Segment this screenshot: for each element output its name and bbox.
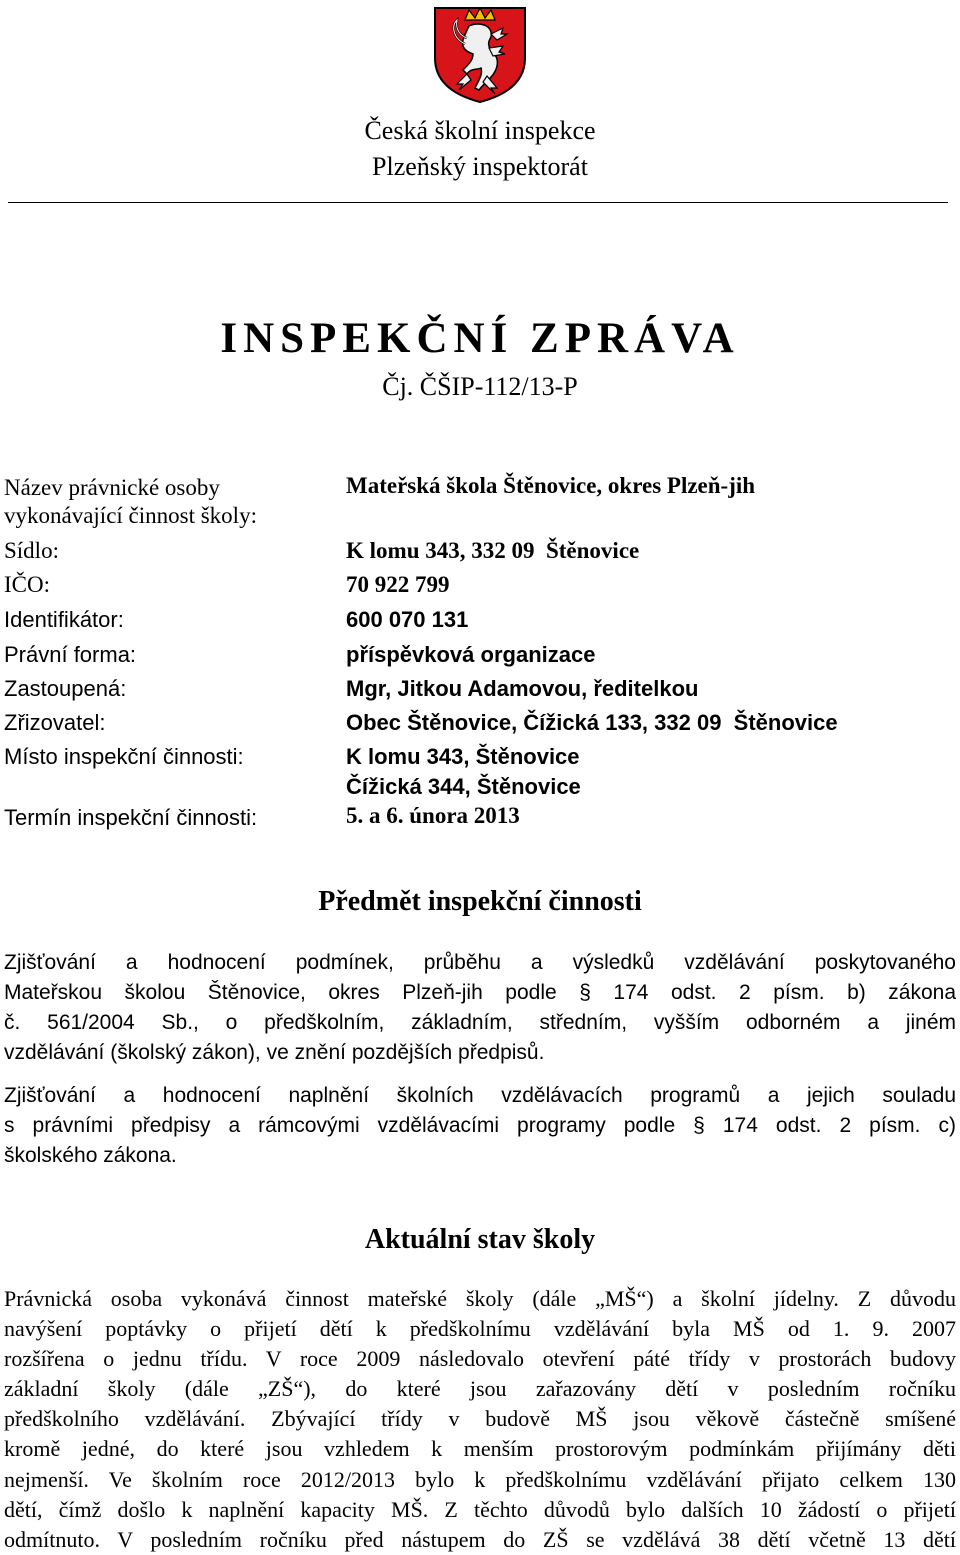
subject-paragraph-2 [4, 1081, 956, 1171]
legal-form-label: Právní forma: [4, 642, 137, 667]
subject-heading: Předmět inspekční činnosti [318, 886, 642, 917]
place-label: Místo inspekční činnosti: [4, 744, 244, 769]
org-name: Česká školní inspekce [364, 116, 596, 145]
reference-number: Čj. ČŠIP-112/13-P [382, 372, 578, 401]
status-line-1: Právnická osoba vykonává činnost mateřské školy (dále „MŠ“) a školní jídelny. Z důvodu [4, 1286, 956, 1311]
status-line-3: rozšířena o jednu třídu. V roce 2009 následovalo otevření páté třídy v prostorách budovy [4, 1346, 956, 1372]
term-label: Termín inspekční činnosti: [4, 805, 258, 830]
school-name: Mateřská škola Štěnovice, okres Plzeň-jih [346, 473, 756, 498]
subject-p2-line-1: Zjišťování a hodnocení naplnění školních vzdělávacích programů a jejich souladu [4, 1084, 956, 1107]
subject-p1-line-3: č. 561/2004 Sb., o předškolním, základním, středním, vyšším odborném a jiném [4, 1011, 956, 1035]
name-label-line2: vykonávající činnost školy: [4, 503, 257, 528]
state-emblem-icon [427, 4, 533, 104]
status-line-2: navýšení poptávky o přijetí dětí k předškolnímu vzdělávání byla MŠ od 1. 9. 2007 [4, 1316, 956, 1342]
subject-p1-line-2: Mateřskou školou Štěnovice, okres Plzeň-jih podle § 174 odst. 2 písm. b) zákona [4, 981, 956, 1005]
subject-p1-line-1: Zjišťování a hodnocení podmínek, průběhu a výsledků vzdělávání poskytovaného [4, 951, 956, 974]
founder-value: Obec Štěnovice, Čížická 133, 332 09 Štěnovice [346, 710, 838, 735]
term-value: 5. a 6. února 2013 [346, 803, 520, 828]
report-title: INSPEKČNÍ ZPRÁVA [220, 315, 740, 362]
subject-p2-line-2: s právními předpisy a rámcovými vzdělávacími programy podle § 174 odst. 2 písm. c) [4, 1114, 956, 1138]
founder-label: Zřizovatel: [4, 710, 106, 735]
status-line-6: kromě jedné, do které jsou vzhledem k menším prostorovým podmínkám přijímány děti [4, 1436, 956, 1462]
status-line-8: dětí, čímž došlo k naplnění kapacity MŠ. Z těchto důvodů bylo dalších 10 žádostí o přijetí [4, 1496, 956, 1522]
status-line-7: nejmenší. Ve školním roce 2012/2013 bylo k předškolnímu vzdělávání přijato celkem 130 [4, 1466, 956, 1492]
status-line-5: předškolního vzdělávání. Zbývající třídy v budově MŠ jsou věkově částečně smíšené [4, 1406, 956, 1432]
place-value-1: K lomu 343, Štěnovice [346, 744, 580, 769]
identifier-value: 600 070 131 [346, 607, 469, 632]
represented-label: Zastoupená: [4, 676, 127, 701]
subject-p2-line-3: školského zákona. [4, 1144, 177, 1168]
place-value-2: Čížická 344, Štěnovice [346, 774, 581, 799]
represented-value: Mgr, Jitkou Adamovou, ředitelkou [346, 676, 699, 701]
ico-label: IČO: [4, 572, 50, 597]
status-paragraph [4, 1284, 956, 1555]
seat-value: K lomu 343, 332 09 Štěnovice [346, 538, 640, 563]
status-line-4: základní školy (dále „ZŠ“), do které jsou zařazovány dětí v posledním ročníku [4, 1376, 956, 1402]
ico-value: 70 922 799 [346, 572, 450, 597]
status-heading: Aktuální stav školy [364, 1224, 596, 1255]
legal-form-value: příspěvková organizace [346, 642, 596, 667]
header-divider [8, 202, 948, 203]
subject-paragraph-1 [4, 948, 956, 1068]
identifier-label: Identifikátor: [4, 607, 124, 632]
subject-p1-line-4: vzdělávání (školský zákon), ve znění pozdějších předpisů. [4, 1041, 545, 1065]
seat-label: Sídlo: [4, 538, 59, 563]
status-line-9: odmítnuto. V posledním ročníku před nástupem do ZŠ se vzdělává 38 dětí včetně 13 dětí [4, 1526, 956, 1552]
name-label-line1: Název právnické osoby [4, 475, 220, 500]
org-unit: Plzeňský inspektorát [372, 152, 588, 181]
